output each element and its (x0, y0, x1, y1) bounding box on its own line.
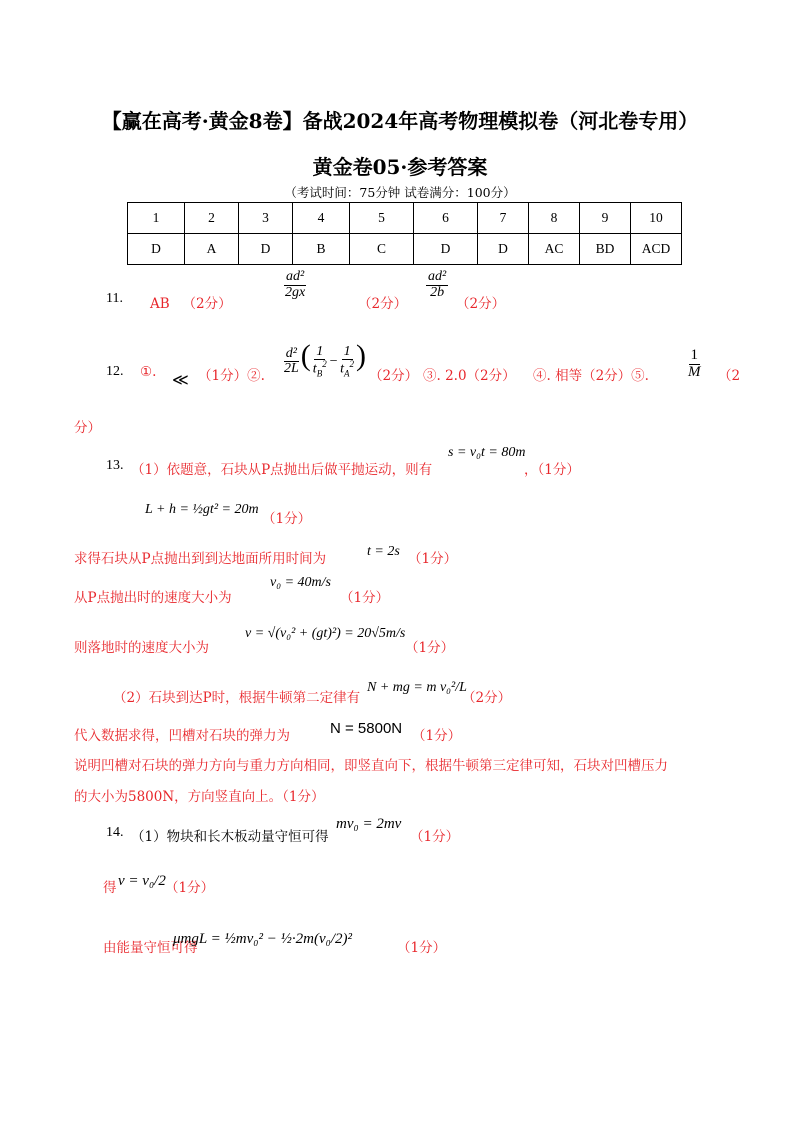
table-cell: BD (580, 234, 631, 265)
table-cell: C (350, 234, 414, 265)
q13-line-4-score: （1分） (340, 590, 390, 606)
q13-line-3: 求得石块从P点抛出到到达地面所用时间为 (74, 551, 327, 567)
table-cell: A (185, 234, 239, 265)
q14-line-2-score: （1分） (165, 880, 215, 896)
q13-line-6-score: （2分） (462, 690, 512, 706)
q13-line-1-score: ，（1分） (524, 462, 580, 478)
q13-equation-1: s = v₀t = 80m (448, 445, 526, 460)
table-cell: 10 (631, 203, 682, 234)
q13-line-1: （1）依题意，石块从P点抛出后做平抛运动，则有 (131, 462, 433, 478)
table-cell: B (293, 234, 350, 265)
q13-equation-2: L + h = ½gt² = 20m (145, 502, 259, 517)
q13-line-7-score: （1分） (412, 728, 462, 744)
q11-score-2: （2分） (358, 296, 408, 312)
q12-formula-5: $\frac{1}{M}$ (688, 347, 701, 380)
q14-line-1-score: （1分） (410, 829, 460, 845)
q12-part-4: ④. 相等（2分）⑤. (533, 368, 649, 384)
q11-answer: AB （2分） (150, 296, 232, 312)
table-cell: 7 (478, 203, 529, 234)
q14-line-1: （1）物块和长木板动量守恒可得 (131, 829, 329, 845)
table-cell: D (414, 234, 478, 265)
table-cell: 5 (350, 203, 414, 234)
q14-equation-1: mv₀ = 2mv (336, 816, 402, 832)
q13-line-3-score: （1分） (408, 551, 458, 567)
q14-line-3-score: （1分） (397, 940, 447, 956)
table-cell: 6 (414, 203, 478, 234)
q11-score-3: （2分） (456, 296, 506, 312)
q13-line-2-score: （1分） (262, 511, 312, 527)
q13-line-5: 则落地时的速度大小为 (74, 640, 209, 656)
table-cell: D (128, 234, 185, 265)
table-cell: AC (529, 234, 580, 265)
q13-line-4: 从P点抛出时的速度大小为 (74, 590, 232, 606)
q13-line-8: 说明凹槽对石块的弹力方向与重力方向相同，即竖直向下，根据牛顿第三定律可知，石块对凹槽压力 (74, 758, 668, 774)
q14-equation-2: v = v₀/2 (118, 873, 166, 889)
table-cell: 9 (580, 203, 631, 234)
q14-line-2: 得 (103, 880, 117, 896)
question-number-12: 12. (106, 364, 124, 379)
q13-equation-7: N = 5800N (330, 720, 403, 737)
table-cell: ACD (631, 234, 682, 265)
table-cell: 8 (529, 203, 580, 234)
q12-part-1: ①. (140, 364, 157, 380)
question-number-14: 14. (106, 825, 124, 840)
exam-note: （考试时间：75分钟 试卷满分：100分） (284, 185, 516, 200)
document-title: 【赢在高考·黄金8卷】备战2024年高考物理模拟卷（河北卷专用） (101, 109, 699, 133)
q13-line-5-score: （1分） (405, 640, 455, 656)
q13-line-9: 的大小为5800N，方向竖直向上。（1分） (74, 789, 325, 805)
q14-equation-3: μmgL = ½mv₀² − ½·2m(v₀/2)² (173, 931, 352, 947)
q12-part-2-score: （2分） (369, 368, 419, 384)
document-subtitle: 黄金卷05·参考答案 (312, 155, 488, 179)
table-cell: 3 (239, 203, 293, 234)
q13-equation-4: v₀ = 40m/s (270, 575, 331, 590)
table-cell: D (239, 234, 293, 265)
table-cell: 4 (293, 203, 350, 234)
table-cell: D (478, 234, 529, 265)
q13-line-6: （2）石块到达P时，根据牛顿第二定律有 (113, 690, 361, 706)
q12-formula: $\frac{\text{d²}}{2L}$ ( $\frac{1}{t_B^2}$ − $\frac{1}{t_A^2}$ ) (284, 339, 367, 379)
q13-line-7: 代入数据求得，凹槽对石块的弹力为 (74, 728, 290, 744)
q13-equation-6: N + mg = m v₀²/L (367, 680, 467, 695)
table-cell: 2 (185, 203, 239, 234)
q12-part-1-score: （1分）②. (198, 368, 265, 384)
table-row-numbers (128, 203, 682, 234)
q12-part-5-score-wrap: 分） (74, 420, 101, 436)
q12-much-less-symbol: ≪ (172, 370, 189, 389)
table-cell: 1 (128, 203, 185, 234)
q12-part-5-score: （2 (718, 368, 741, 384)
question-number-13: 13. (106, 458, 124, 473)
q13-equation-5: v = √(v₀² + (gt)²) = 20√5m/s (245, 626, 406, 641)
q11-formula-2: $\frac{\text{ad²}}{2b}$ (428, 269, 447, 300)
q13-equation-3: t = 2s (367, 544, 400, 559)
answer-table (127, 202, 682, 265)
q14-line-3: 由能量守恒可得 (103, 940, 198, 956)
q11-formula-1: $\frac{\text{ad²}}{2gx}$ (285, 269, 306, 300)
question-number-11: 11. (106, 291, 123, 306)
q12-part-3: ③. 2.0（2分） (423, 368, 516, 384)
table-row-answers (128, 234, 682, 265)
